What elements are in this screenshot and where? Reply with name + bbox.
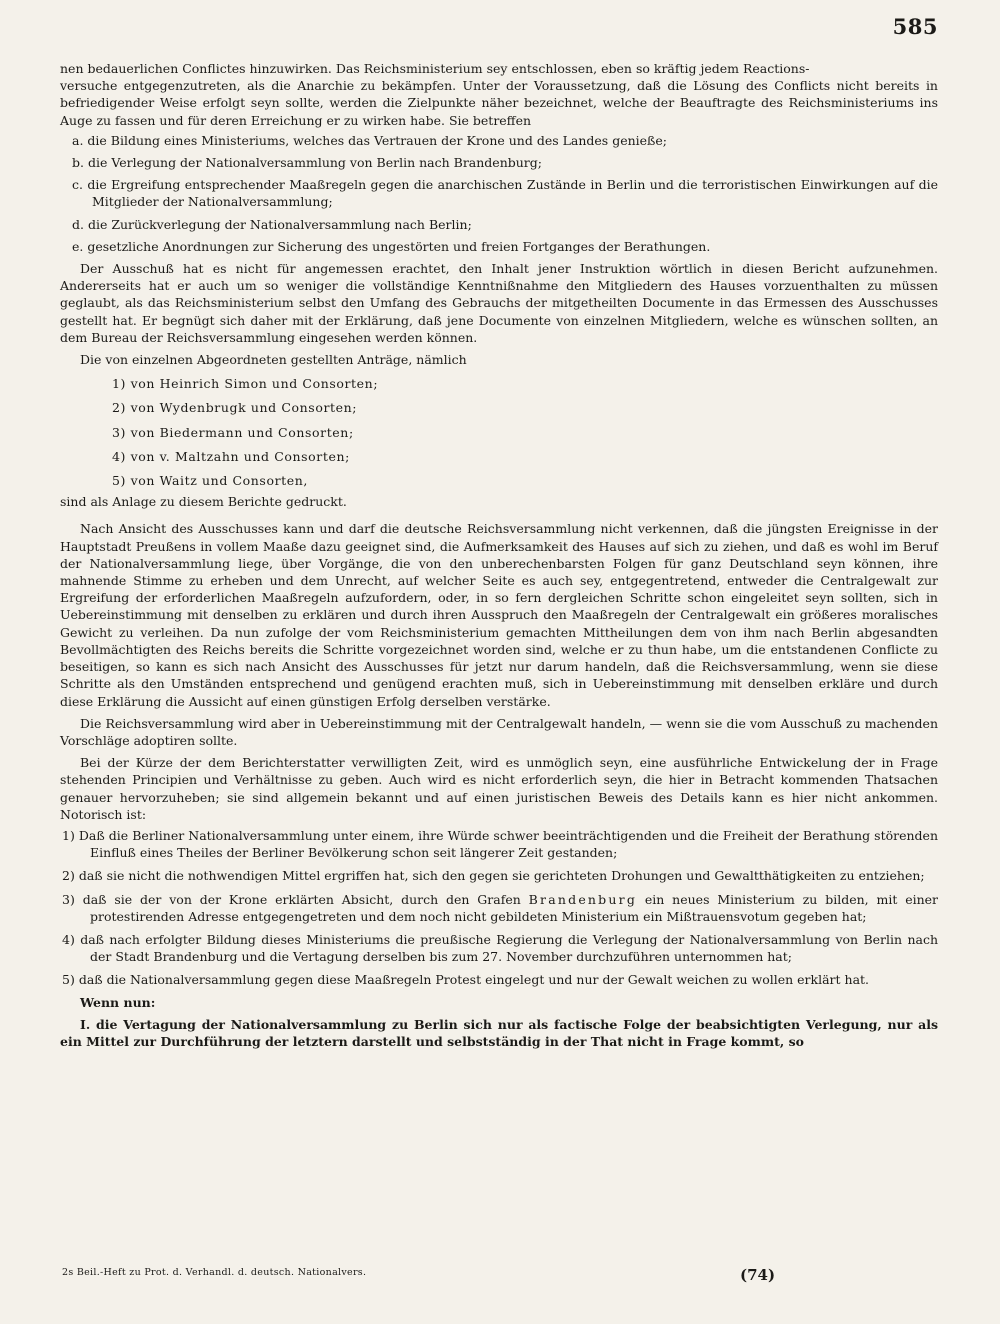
objective-item: c. die Ergreifung entsprechender Maaßregeln gegen die anarchischen Zustände in Berlin und die terroristischen Einwirkungen auf die Mitglieder der Nationalversammlung;	[72, 177, 938, 210]
fact-number: 5)	[62, 972, 75, 988]
fact-text: daß die Nationalversammlung gegen diese Maaßregeln Protest eingelegt und nur der Gewalt weichen zu wollen erklärt hat.	[78, 972, 870, 988]
page-body	[60, 60, 938, 1050]
fact-text: ein neues Ministerium zu bilden, mit einer protestirenden Adresse entgegengetreten und dem noch nicht gebildeten Ministerium ein Mißtrauensvotum gegeben hat;	[90, 891, 939, 924]
footer-sheet-number: (74)	[740, 1266, 776, 1284]
motion-item	[60, 399, 938, 416]
fact-text: Daß die Berliner Nationalversammlung unter einem, ihre Würde schwer beeinträchtigenden und die Freiheit der Berathung störenden Einfluß eines Theiles der Berliner Bevölkerung schon seit längerer Zeit gestanden;	[78, 827, 938, 861]
page-number: 585	[892, 14, 938, 39]
fact-item	[60, 827, 938, 861]
motion-item	[60, 424, 938, 441]
motion-number: 1)	[112, 376, 127, 392]
fact-number: 1)	[62, 827, 75, 843]
intro-line-2: versuche entgegenzutreten, als die Anarchie zu bekämpfen. Unter der Voraussetzung, daß die Lösung des Conflicts nicht bereits in befriedigender Weise erfolgt seyn sollte, werden die Zielpunkte näher bezeichnet, welche der Beauftragte des Reichsministeriums ins Auge zu fassen und für deren Erreichung er zu wirken habe. Sie betreffen	[60, 78, 938, 128]
motion-number: 3)	[112, 424, 127, 440]
brevity-paragraph: Bei der Kürze der dem Berichterstatter verwilligten Zeit, wird es unmöglich seyn, eine ausführliche Entwickelung der in Frage stehenden Principien und Verhältnisse zu geben. Auch wird es nicht erforderlich seyn, die hier in Betracht kommenden Thatsachen genauer hervorzuheben; sie sind allgemein bekannt und auf einen juristischen Beweis des Details kann es hier nicht ankommen. Notorisch ist:	[60, 755, 938, 822]
committee-paragraph: Der Ausschuß hat es nicht für angemessen erachtet, den Inhalt jener Instruktion wörtlich in diesen Bericht aufzunehmen. Andererseits hat er auch um so weniger die vollständige Kenntnißnahme den Mitgliedern des Hauses vorzuenthalten zu müssen geglaubt, als das Reichsministerium selbst den Umfang des Gebrauchs der mitgetheilten Documente in das Ermessen des Ausschusses gestellt hat. Er begnügt sich daher mit der Erklärung, daß jene Documente von einzelnen Mitgliedern, welche es wünschen sollten, an dem Bureau der Reichsversammlung eingesehen werden können.	[60, 261, 938, 345]
when-now-heading: Wenn nun:	[80, 994, 156, 1010]
motions-list	[60, 375, 938, 489]
motion-text: von v. Maltzahn und Consorten;	[130, 448, 350, 464]
fact-number: 3)	[62, 891, 75, 907]
motion-text: von Waitz und Consorten,	[130, 473, 308, 489]
committee-view-paragraph: Nach Ansicht des Ausschusses kann und darf die deutsche Reichsversammlung nicht verkennen, daß die jüngsten Ereignisse in der Hauptstadt Preußens in vollem Maaße dazu geeignet sind, die Aufmerksamkeit des Hauses auf sich zu ziehen, und daß es wohl im Beruf der Nationalversammlung liege, über Vorgänge, die von den unberechenbarsten Folgen für ganz Deutschland seyn können, ihre mahnende Stimme zu erheben und dem Unrecht, auf welcher Seite es auch sey, entgegentretend, entweder die Centralgewalt zur Ergreifung der erforderlichen Maaßregeln aufzufordern, oder, in so fern dergleichen Schritte schon eingeleitet seyn sollten, sich in Uebereinstimmung mit denselben zu erklären und durch ihren Ausspruch den Maaßregeln der Centralgewalt ein größeres moralisches Gewicht zu verleihen. Da nun zufolge der vom Reichsministerium gemachten Mittheilungen dem von ihm nach Berlin abgesandten Bevollmächtigten des Reichs bereits die Schritte vorgezeichnet worden sind, welche er zu thun habe, um die entstandenen Conflicte zu beseitigen, so kann es sich nach Ansicht des Ausschusses für jetzt nur darum handeln, daß die Reichsversammlung, wenn sie diese Schritte als den Umständen entsprechend und genügend erachten muß, sich in Uebereinstimmung mit denselben erkläre und durch diese Erklärung die Aussicht auf einen günstigen Erfolg derselben verstärke.	[60, 521, 938, 709]
fact-item	[60, 931, 938, 965]
motion-item	[60, 472, 938, 489]
motion-number: 4)	[112, 448, 127, 464]
objective-item: e. gesetzliche Anordnungen zur Sicherung des ungestörten und freien Fortganges der Berathungen.	[72, 238, 711, 254]
motion-item	[60, 448, 938, 465]
motion-text: von Heinrich Simon und Consorten;	[130, 376, 379, 392]
fact-text: daß sie der von der Krone erklärten Absicht, durch den Grafen	[82, 891, 521, 907]
final-paragraph: I. die Vertagung der Nationalversammlung zu Berlin sich nur als factische Folge der beabsichtigten Verlegung, nur als ein Mittel zur Durchführung der letztern darstellt und selbstständig in der That nicht in Frage kommt, so	[60, 1016, 938, 1049]
motion-number: 5)	[112, 473, 127, 489]
objective-item: a. die Bildung eines Ministeriums, welches das Vertrauen der Krone und des Landes genieße;	[72, 132, 667, 148]
fact-number: 2)	[62, 868, 75, 884]
motion-item	[60, 375, 938, 392]
motions-outro: sind als Anlage zu diesem Berichte gedruckt.	[60, 494, 347, 510]
motion-text: von Wydenbrugk und Consorten;	[130, 400, 358, 416]
fact-number: 4)	[62, 931, 75, 947]
fact-item	[60, 867, 938, 884]
objective-item: b. die Verlegung der Nationalversammlung von Berlin nach Brandenburg;	[72, 155, 542, 171]
motion-number: 2)	[112, 400, 127, 416]
fact-text: daß nach erfolgter Bildung dieses Ministeriums die preußische Regierung die Verlegung der Nationalversammlung von Berlin nach der Stadt Brandenburg und die Vertagung derselben bis zum 27. November durchzuführen unternommen hat;	[80, 931, 938, 965]
facts-list	[60, 827, 938, 989]
motion-text: von Biedermann und Consorten;	[130, 424, 354, 440]
objective-item: d. die Zurückverlegung der Nationalversammlung nach Berlin;	[72, 216, 472, 232]
intro-line-1: nen bedauerlichen Conflictes hinzuwirken. Das Reichsministerium sey entschlossen, eben so kräftig jedem Reactions-	[60, 61, 810, 76]
fact-name-brandenburg: Brandenburg	[528, 891, 638, 907]
fact-item	[60, 891, 938, 925]
assembly-paragraph: Die Reichsversammlung wird aber in Uebereinstimmung mit der Centralgewalt handeln, — wenn sie die vom Ausschuß zu machenden Vorschläge adoptiren sollte.	[60, 715, 938, 748]
footer-signature: 2s Beil.-Heft zu Prot. d. Verhandl. d. deutsch. Nationalvers.	[62, 1267, 367, 1278]
fact-text: daß sie nicht die nothwendigen Mittel ergriffen hat, sich den gegen sie gerichteten Drohungen und Gewaltthätigkeiten zu entziehen;	[78, 868, 925, 884]
motions-intro: Die von einzelnen Abgeordneten gestellten Anträge, nämlich	[80, 352, 467, 368]
fact-item	[60, 971, 938, 988]
objectives-list	[60, 132, 938, 255]
